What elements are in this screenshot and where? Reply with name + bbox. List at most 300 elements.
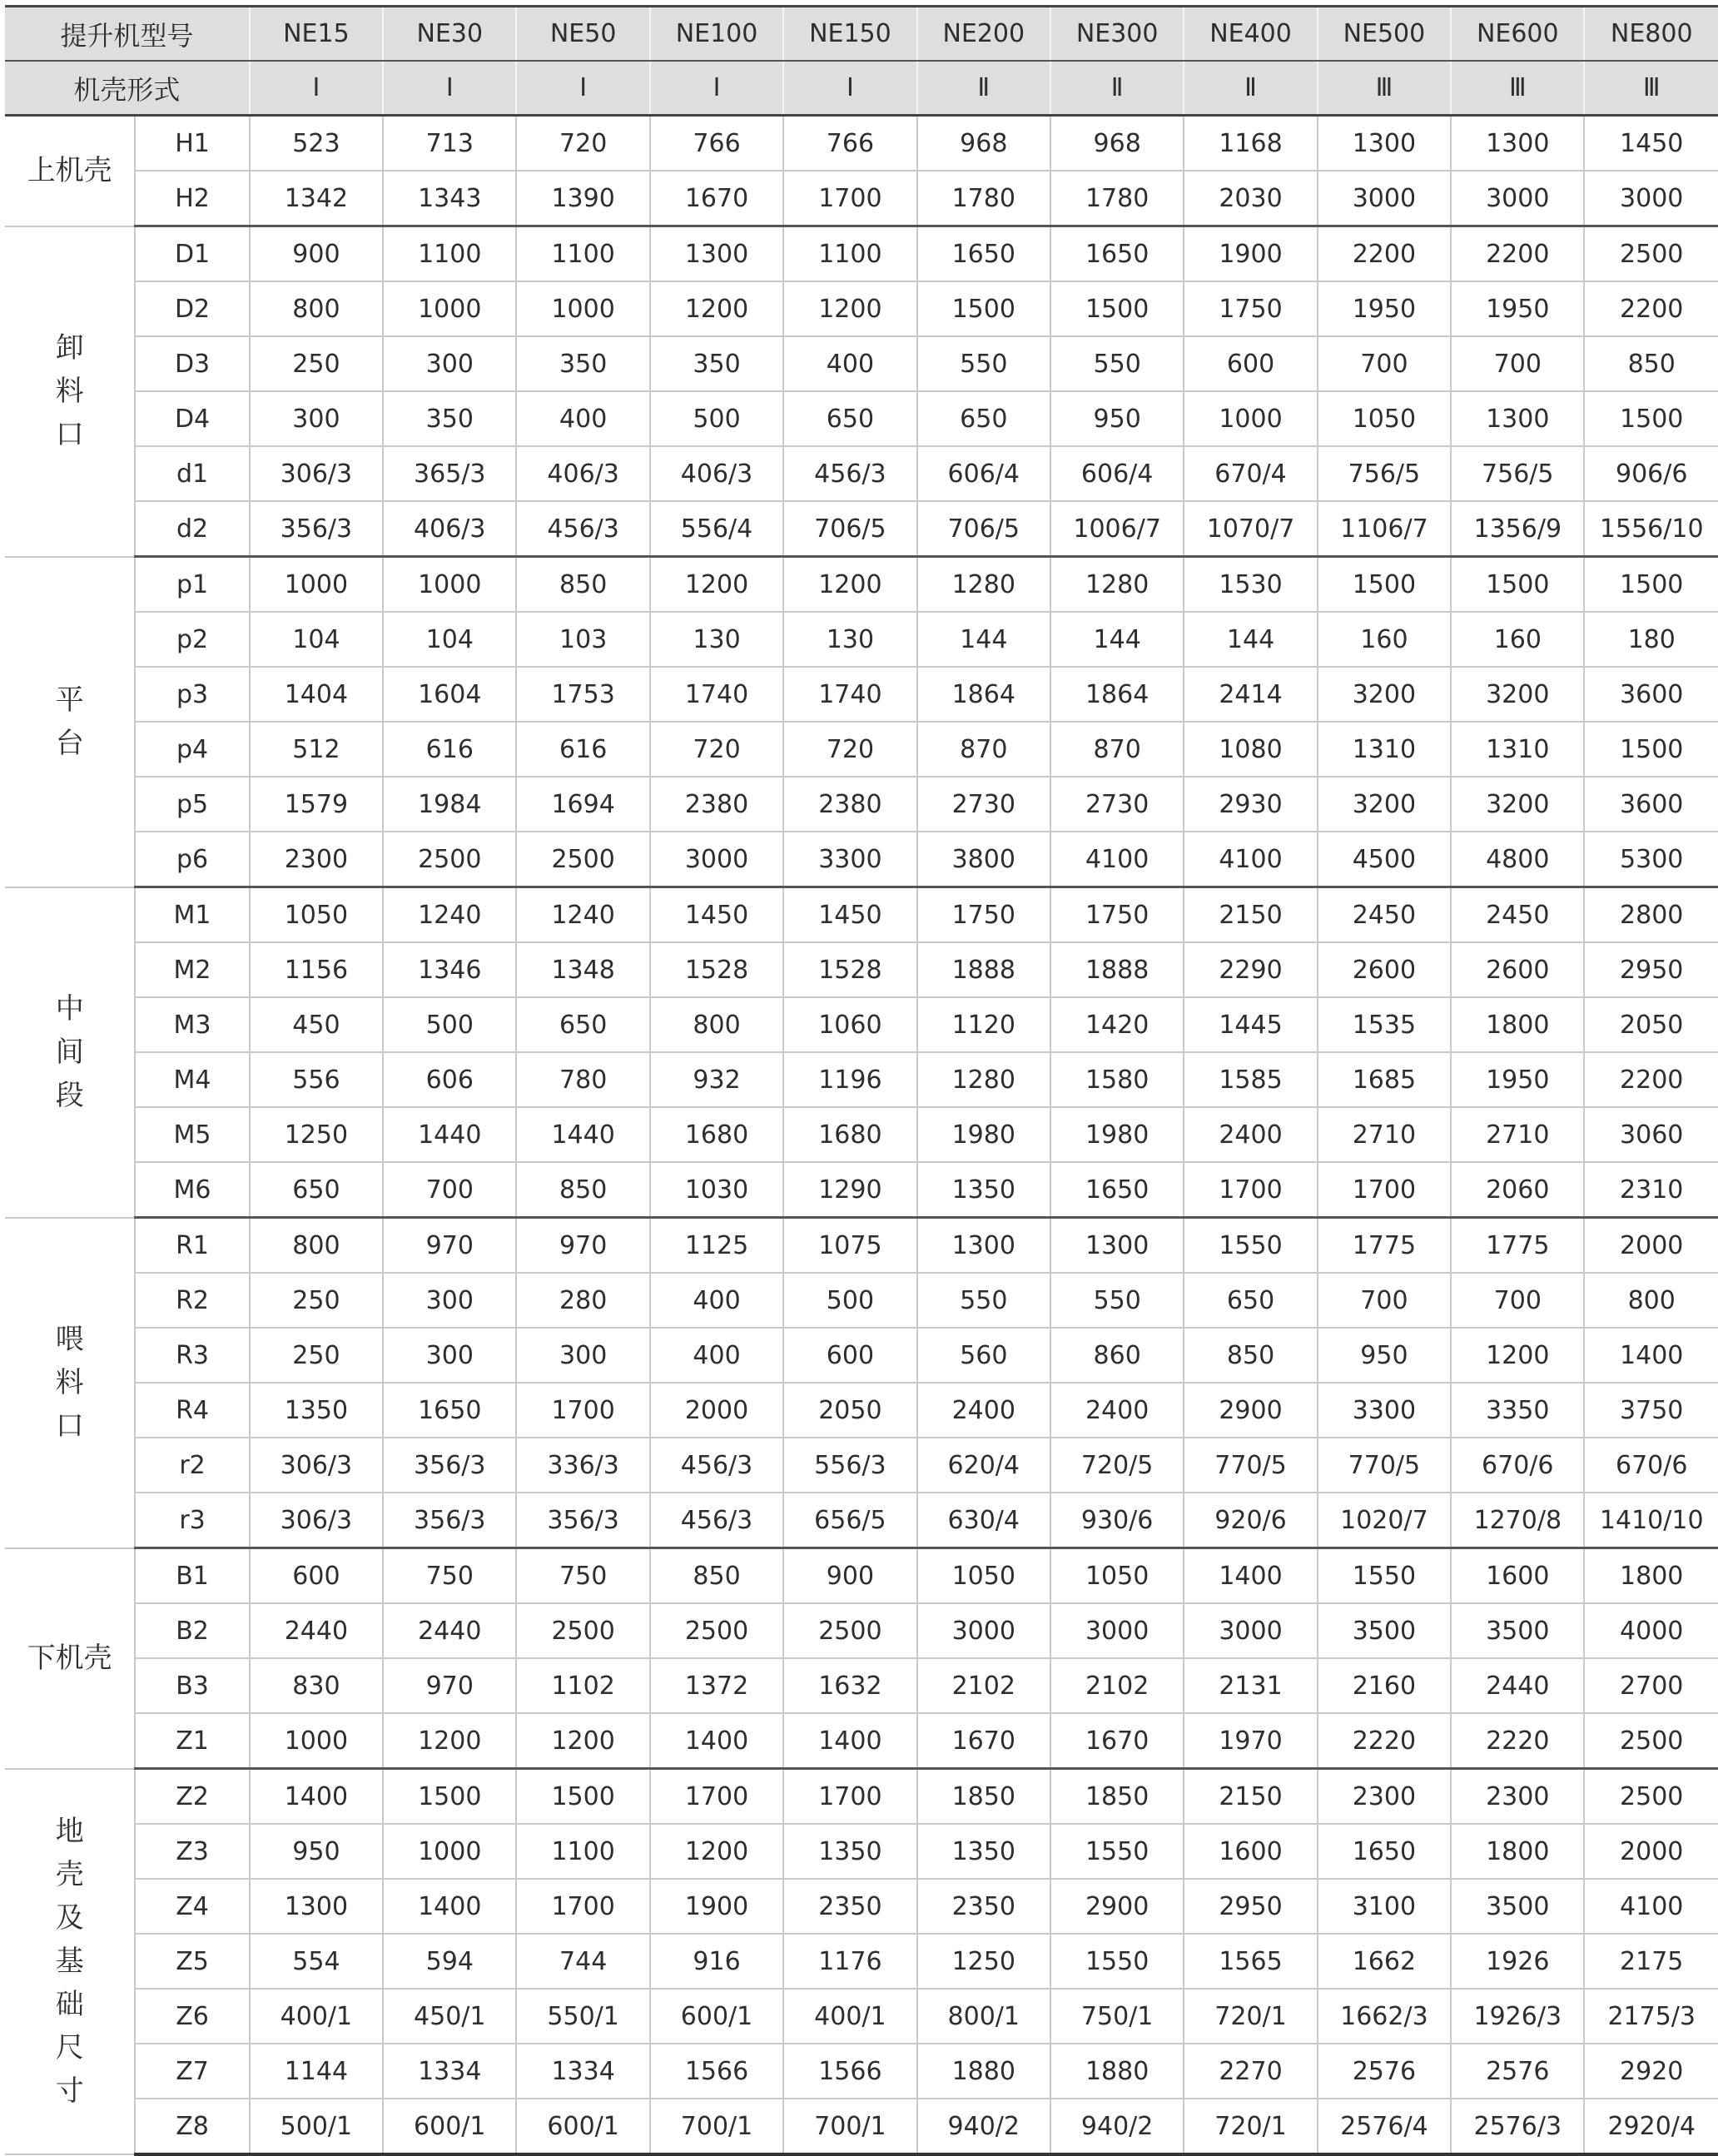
value-cell: 1700	[516, 1383, 649, 1438]
value-cell: 406/3	[650, 446, 783, 501]
table-row	[5, 1052, 1718, 1107]
value-cell: 2102	[1050, 1658, 1184, 1713]
value-cell: 1300	[1318, 116, 1451, 171]
value-cell: 800	[650, 997, 783, 1052]
value-cell: 300	[516, 1328, 649, 1383]
housing-type-cell: Ⅱ	[1184, 61, 1317, 116]
value-cell: 1500	[516, 1769, 649, 1825]
dimension-code: R3	[135, 1328, 249, 1383]
value-cell: 906/6	[1584, 446, 1718, 501]
dimension-code: r3	[135, 1493, 249, 1548]
value-cell: 1440	[516, 1107, 649, 1162]
table-row	[5, 1934, 1718, 1989]
value-cell: 1350	[783, 1824, 916, 1879]
value-cell: 560	[917, 1328, 1050, 1383]
model-header-cell: NE500	[1318, 7, 1451, 62]
value-cell: 1343	[383, 171, 516, 226]
value-cell: 1565	[1184, 1934, 1317, 1989]
value-cell: 900	[250, 226, 383, 282]
value-cell: 3600	[1584, 777, 1718, 832]
value-cell: 2440	[250, 1603, 383, 1658]
value-cell: 2050	[783, 1383, 916, 1438]
table-row	[5, 997, 1718, 1052]
value-cell: 600/1	[383, 2099, 516, 2154]
value-cell: 130	[783, 612, 916, 667]
value-cell: 3000	[1451, 171, 1584, 226]
table-row	[5, 1603, 1718, 1658]
value-cell: 450	[250, 997, 383, 1052]
value-cell: 1450	[650, 887, 783, 943]
value-cell: 606/4	[1050, 446, 1184, 501]
value-cell: 1300	[1050, 1218, 1184, 1274]
value-cell: 3300	[1318, 1383, 1451, 1438]
value-cell: 554	[250, 1934, 383, 1989]
value-cell: 1350	[250, 1383, 383, 1438]
housing-type-cell: Ⅰ	[383, 61, 516, 116]
dimension-code: p1	[135, 557, 249, 613]
value-cell: 1100	[783, 226, 916, 282]
value-cell: 1970	[1184, 1713, 1317, 1769]
value-cell: 1000	[250, 1713, 383, 1769]
value-cell: 600/1	[650, 1989, 783, 2044]
value-cell: 616	[516, 722, 649, 777]
value-cell: 1348	[516, 942, 649, 997]
value-cell: 2150	[1184, 887, 1317, 943]
value-cell: 1500	[1584, 391, 1718, 446]
value-cell: 1030	[650, 1162, 783, 1218]
group-label-text: 下机壳	[27, 1642, 112, 1675]
table-row	[5, 281, 1718, 336]
table-row	[5, 391, 1718, 446]
value-cell: 180	[1584, 612, 1718, 667]
value-cell: 1500	[1584, 722, 1718, 777]
table-row	[5, 667, 1718, 722]
value-cell: 1500	[1050, 281, 1184, 336]
value-cell: 280	[516, 1273, 649, 1328]
value-cell: 2576/3	[1451, 2099, 1584, 2154]
value-cell: 700	[1451, 336, 1584, 391]
dimension-code: D4	[135, 391, 249, 446]
value-cell: 1250	[250, 1107, 383, 1162]
value-cell: 2450	[1451, 887, 1584, 943]
value-cell: 1850	[1050, 1769, 1184, 1825]
value-cell: 1528	[783, 942, 916, 997]
value-cell: 650	[1184, 1273, 1317, 1328]
value-cell: 3000	[1050, 1603, 1184, 1658]
value-cell: 770/5	[1184, 1438, 1317, 1493]
model-label: 提升机型号	[5, 7, 250, 62]
value-cell: 700	[1318, 1273, 1451, 1328]
value-cell: 2400	[1050, 1383, 1184, 1438]
dimension-code: Z5	[135, 1934, 249, 1989]
value-cell: 1196	[783, 1052, 916, 1107]
dimension-code: M1	[135, 887, 249, 943]
value-cell: 2290	[1184, 942, 1317, 997]
value-cell: 3200	[1451, 667, 1584, 722]
value-cell: 932	[650, 1052, 783, 1107]
value-cell: 670/6	[1584, 1438, 1718, 1493]
housing-type-cell: Ⅱ	[917, 61, 1050, 116]
value-cell: 144	[1050, 612, 1184, 667]
dimension-code: B3	[135, 1658, 249, 1713]
value-cell: 350	[383, 391, 516, 446]
dimension-code: p4	[135, 722, 249, 777]
value-cell: 1950	[1318, 281, 1451, 336]
value-cell: 1800	[1584, 1548, 1718, 1604]
value-cell: 2600	[1318, 942, 1451, 997]
value-cell: 1579	[250, 777, 383, 832]
housing-type-cell: Ⅰ	[250, 61, 383, 116]
table-row	[5, 1162, 1718, 1218]
value-cell: 456/3	[650, 1493, 783, 1548]
housing-type-cell: Ⅱ	[1050, 61, 1184, 116]
dimension-code: R1	[135, 1218, 249, 1274]
value-cell: 2200	[1318, 226, 1451, 282]
value-cell: 2920	[1584, 2044, 1718, 2099]
value-cell: 456/3	[783, 446, 916, 501]
value-cell: 3000	[917, 1603, 1050, 1658]
value-cell: 1880	[917, 2044, 1050, 2099]
value-cell: 365/3	[383, 446, 516, 501]
value-cell: 600/1	[516, 2099, 649, 2154]
table-row	[5, 446, 1718, 501]
dimension-code: B1	[135, 1548, 249, 1604]
model-header-cell: NE800	[1584, 7, 1718, 62]
value-cell: 600	[783, 1328, 916, 1383]
value-cell: 750	[516, 1548, 649, 1604]
value-cell: 512	[250, 722, 383, 777]
value-cell: 1100	[383, 226, 516, 282]
value-cell: 1700	[1318, 1162, 1451, 1218]
value-cell: 2930	[1184, 777, 1317, 832]
value-cell: 970	[516, 1218, 649, 1274]
table-row	[5, 832, 1718, 887]
value-cell: 1632	[783, 1658, 916, 1713]
value-cell: 1334	[516, 2044, 649, 2099]
value-cell: 336/3	[516, 1438, 649, 1493]
value-cell: 1070/7	[1184, 501, 1317, 557]
value-cell: 1700	[783, 1769, 916, 1825]
value-cell: 860	[1050, 1328, 1184, 1383]
dimension-code: Z8	[135, 2099, 249, 2154]
value-cell: 1980	[917, 1107, 1050, 1162]
value-cell: 1006/7	[1050, 501, 1184, 557]
value-cell: 1400	[250, 1769, 383, 1825]
value-cell: 1144	[250, 2044, 383, 2099]
table-row	[5, 1328, 1718, 1383]
value-cell: 1106/7	[1318, 501, 1451, 557]
dimension-code: Z4	[135, 1879, 249, 1934]
value-cell: 300	[383, 1273, 516, 1328]
value-cell: 3000	[1318, 171, 1451, 226]
spec-table-container	[5, 5, 1718, 2156]
value-cell: 1450	[1584, 116, 1718, 171]
value-cell: 2300	[1318, 1769, 1451, 1825]
value-cell: 2500	[783, 1603, 916, 1658]
value-cell: 2710	[1451, 1107, 1584, 1162]
group-section	[5, 116, 1718, 226]
table-row	[5, 1438, 1718, 1493]
value-cell: 1240	[383, 887, 516, 943]
value-cell: 1440	[383, 1107, 516, 1162]
value-cell: 2950	[1184, 1879, 1317, 1934]
value-cell: 1000	[383, 281, 516, 336]
value-cell: 1700	[650, 1769, 783, 1825]
value-cell: 1300	[650, 226, 783, 282]
dimension-code: d1	[135, 446, 249, 501]
housing-type-cell: Ⅰ	[783, 61, 916, 116]
value-cell: 1200	[650, 1824, 783, 1879]
value-cell: 1864	[1050, 667, 1184, 722]
value-cell: 2050	[1584, 997, 1718, 1052]
value-cell: 250	[250, 336, 383, 391]
value-cell: 916	[650, 1934, 783, 1989]
value-cell: 1300	[1451, 116, 1584, 171]
value-cell: 104	[250, 612, 383, 667]
value-cell: 1400	[1584, 1328, 1718, 1383]
table-row	[5, 501, 1718, 557]
value-cell: 656/5	[783, 1493, 916, 1548]
table-row	[5, 777, 1718, 832]
value-cell: 3500	[1318, 1603, 1451, 1658]
value-cell: 1850	[917, 1769, 1050, 1825]
value-cell: 3200	[1451, 777, 1584, 832]
value-cell: 1926	[1451, 1934, 1584, 1989]
value-cell: 720	[650, 722, 783, 777]
model-header-cell: NE600	[1451, 7, 1584, 62]
value-cell: 606	[383, 1052, 516, 1107]
group-section	[5, 887, 1718, 1218]
dimension-code: R4	[135, 1383, 249, 1438]
value-cell: 1950	[1451, 1052, 1584, 1107]
value-cell: 306/3	[250, 1438, 383, 1493]
value-cell: 700/1	[650, 2099, 783, 2154]
value-cell: 3000	[650, 832, 783, 887]
value-cell: 500/1	[250, 2099, 383, 2154]
value-cell: 1075	[783, 1218, 916, 1274]
table-row	[5, 226, 1718, 282]
value-cell: 500	[650, 391, 783, 446]
value-cell: 500	[383, 997, 516, 1052]
value-cell: 4500	[1318, 832, 1451, 887]
dimension-code: r2	[135, 1438, 249, 1493]
group-section	[5, 1548, 1718, 1769]
model-header-cell: NE30	[383, 7, 516, 62]
value-cell: 2500	[1584, 1769, 1718, 1825]
value-cell: 1528	[650, 942, 783, 997]
value-cell: 3200	[1318, 777, 1451, 832]
value-cell: 2220	[1318, 1713, 1451, 1769]
value-cell: 1200	[783, 281, 916, 336]
value-cell: 550	[917, 1273, 1050, 1328]
value-cell: 720/5	[1050, 1438, 1184, 1493]
value-cell: 2175	[1584, 1934, 1718, 1989]
value-cell: 1060	[783, 997, 916, 1052]
value-cell: 620/4	[917, 1438, 1050, 1493]
value-cell: 2350	[917, 1879, 1050, 1934]
value-cell: 4100	[1050, 832, 1184, 887]
group-label-text: 中间段	[55, 992, 84, 1112]
value-cell: 500	[783, 1273, 916, 1328]
value-cell: 550	[1050, 336, 1184, 391]
value-cell: 1604	[383, 667, 516, 722]
value-cell: 850	[650, 1548, 783, 1604]
value-cell: 1050	[917, 1548, 1050, 1604]
group-label-text: 卸料口	[55, 331, 84, 451]
value-cell: 144	[1184, 612, 1317, 667]
value-cell: 940/2	[1050, 2099, 1184, 2154]
value-cell: 1753	[516, 667, 649, 722]
value-cell: 1080	[1184, 722, 1317, 777]
dimension-code: D1	[135, 226, 249, 282]
value-cell: 2300	[1451, 1769, 1584, 1825]
dimension-code: M4	[135, 1052, 249, 1107]
model-row	[5, 7, 1718, 62]
group-label	[5, 116, 135, 226]
value-cell: 1334	[383, 2044, 516, 2099]
value-cell: 970	[383, 1658, 516, 1713]
value-cell: 2200	[1584, 1052, 1718, 1107]
value-cell: 770/5	[1318, 1438, 1451, 1493]
table-row	[5, 1548, 1718, 1604]
value-cell: 606/4	[917, 446, 1050, 501]
value-cell: 2700	[1584, 1658, 1718, 1713]
value-cell: 800/1	[917, 1989, 1050, 2044]
value-cell: 1400	[650, 1713, 783, 1769]
value-cell: 1980	[1050, 1107, 1184, 1162]
housing-label: 机壳形式	[5, 61, 250, 116]
value-cell: 720	[516, 116, 649, 171]
value-cell: 1290	[783, 1162, 916, 1218]
value-cell: 670/6	[1451, 1438, 1584, 1493]
value-cell: 3800	[917, 832, 1050, 887]
value-cell: 720	[783, 722, 916, 777]
value-cell: 2175/3	[1584, 1989, 1718, 2044]
value-cell: 1120	[917, 997, 1050, 1052]
value-cell: 3500	[1451, 1879, 1584, 1934]
value-cell: 306/3	[250, 1493, 383, 1548]
value-cell: 2102	[917, 1658, 1050, 1713]
group-label-text: 喂料口	[55, 1323, 84, 1443]
value-cell: 1280	[917, 557, 1050, 613]
value-cell: 706/5	[917, 501, 1050, 557]
value-cell: 2380	[650, 777, 783, 832]
value-cell: 406/3	[516, 446, 649, 501]
value-cell: 2730	[917, 777, 1050, 832]
value-cell: 1356/9	[1451, 501, 1584, 557]
value-cell: 800	[1584, 1273, 1718, 1328]
housing-row	[5, 61, 1718, 116]
dimension-code: H2	[135, 171, 249, 226]
value-cell: 1445	[1184, 997, 1317, 1052]
value-cell: 600	[1184, 336, 1317, 391]
value-cell: 4100	[1584, 1879, 1718, 1934]
value-cell: 2800	[1584, 887, 1718, 943]
value-cell: 1000	[383, 557, 516, 613]
table-row	[5, 1218, 1718, 1274]
value-cell: 1550	[1318, 1548, 1451, 1604]
value-cell: 700/1	[783, 2099, 916, 2154]
value-cell: 103	[516, 612, 649, 667]
housing-type-cell: Ⅲ	[1318, 61, 1451, 116]
value-cell: 2576/4	[1318, 2099, 1451, 2154]
table-row	[5, 1989, 1718, 2044]
table-header	[5, 7, 1718, 116]
value-cell: 356/3	[250, 501, 383, 557]
dimension-code: M5	[135, 1107, 249, 1162]
table-row	[5, 1493, 1718, 1548]
value-cell: 1168	[1184, 116, 1317, 171]
value-cell: 1404	[250, 667, 383, 722]
value-cell: 2600	[1451, 942, 1584, 997]
value-cell: 1250	[917, 1934, 1050, 1989]
value-cell: 744	[516, 1934, 649, 1989]
group-label	[5, 1769, 135, 2155]
value-cell: 3200	[1318, 667, 1451, 722]
value-cell: 400/1	[783, 1989, 916, 2044]
group-section	[5, 1769, 1718, 2155]
value-cell: 550	[917, 336, 1050, 391]
table-row	[5, 942, 1718, 997]
value-cell: 800	[250, 281, 383, 336]
value-cell: 1200	[783, 557, 916, 613]
group-label	[5, 226, 135, 557]
value-cell: 1680	[783, 1107, 916, 1162]
table-row	[5, 171, 1718, 226]
table-row	[5, 612, 1718, 667]
value-cell: 2270	[1184, 2044, 1317, 2099]
group-section	[5, 557, 1718, 887]
group-section	[5, 226, 1718, 557]
table-row	[5, 2099, 1718, 2154]
value-cell: 1125	[650, 1218, 783, 1274]
value-cell: 2900	[1184, 1383, 1317, 1438]
value-cell: 920/6	[1184, 1493, 1317, 1548]
value-cell: 3100	[1318, 1879, 1451, 1934]
dimension-code: R2	[135, 1273, 249, 1328]
value-cell: 950	[250, 1824, 383, 1879]
value-cell: 1926/3	[1451, 1989, 1584, 2044]
value-cell: 300	[250, 391, 383, 446]
value-cell: 4800	[1451, 832, 1584, 887]
value-cell: 720/1	[1184, 1989, 1317, 2044]
value-cell: 1400	[1184, 1548, 1317, 1604]
value-cell: 1300	[250, 1879, 383, 1934]
value-cell: 1650	[383, 1383, 516, 1438]
table-row	[5, 1713, 1718, 1769]
value-cell: 2414	[1184, 667, 1317, 722]
value-cell: 870	[1050, 722, 1184, 777]
table-row	[5, 1658, 1718, 1713]
value-cell: 1300	[1451, 391, 1584, 446]
model-header-cell: NE15	[250, 7, 383, 62]
table-row	[5, 722, 1718, 777]
value-cell: 2160	[1318, 1658, 1451, 1713]
value-cell: 160	[1318, 612, 1451, 667]
value-cell: 2450	[1318, 887, 1451, 943]
value-cell: 1280	[1050, 557, 1184, 613]
value-cell: 1984	[383, 777, 516, 832]
table-row	[5, 557, 1718, 613]
value-cell: 3350	[1451, 1383, 1584, 1438]
value-cell: 850	[516, 1162, 649, 1218]
value-cell: 1500	[383, 1769, 516, 1825]
value-cell: 750	[383, 1548, 516, 1604]
value-cell: 160	[1451, 612, 1584, 667]
value-cell: 3300	[783, 832, 916, 887]
value-cell: 1900	[650, 1879, 783, 1934]
value-cell: 1400	[783, 1713, 916, 1769]
